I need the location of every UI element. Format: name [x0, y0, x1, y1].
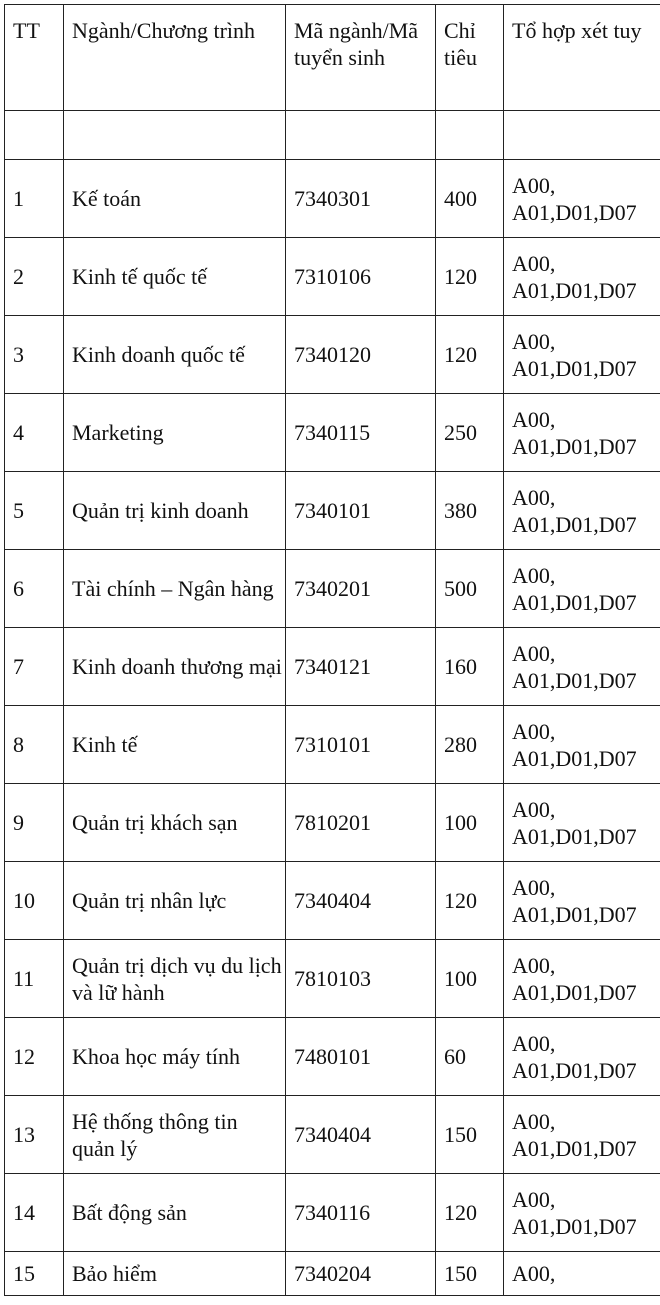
combo-cell [504, 1096, 660, 1174]
program-cell: Quản trị dịch vụ du lịch và lữ hành [64, 940, 286, 1018]
table-row [5, 940, 660, 1018]
program-cell: Quản trị kinh doanh [64, 472, 286, 550]
program-cell: Kinh doanh thương mại [64, 628, 286, 706]
combo-line: A01,D01,D07 [512, 355, 637, 381]
code-cell: 7310106 [286, 238, 436, 316]
table-row [5, 1018, 660, 1096]
combo-cell [504, 1018, 660, 1096]
code-cell: 7340201 [286, 550, 436, 628]
tt-cell: 3 [5, 316, 64, 394]
header-quota: Chỉ tiêu [436, 5, 504, 111]
tt-cell: 2 [5, 238, 64, 316]
combo-cell [504, 472, 660, 550]
table-row [5, 550, 660, 628]
tt-cell: 4 [5, 394, 64, 472]
quota-cell: 400 [436, 160, 504, 238]
combo-line: A00, [512, 172, 556, 198]
quota-cell: 100 [436, 784, 504, 862]
code-cell: 7480101 [286, 1018, 436, 1096]
quota-cell: 150 [436, 1096, 504, 1174]
combo-line: A00, [512, 1108, 556, 1134]
table-row [5, 472, 660, 550]
tt-cell: 5 [5, 472, 64, 550]
tt-cell: 10 [5, 862, 64, 940]
combo-cell [504, 784, 660, 862]
quota-cell: 120 [436, 1174, 504, 1252]
program-cell: Kế toán [64, 160, 286, 238]
program-cell: Kinh doanh quốc tế [64, 316, 286, 394]
quota-cell: 250 [436, 394, 504, 472]
combo-cell [504, 1174, 660, 1252]
empty-cell [64, 111, 286, 160]
combo-line: A00, [512, 406, 556, 432]
tt-cell: 11 [5, 940, 64, 1018]
header-program: Ngành/Chương trình [64, 5, 286, 111]
code-cell: 7340120 [286, 316, 436, 394]
combo-line: A00, [512, 874, 556, 900]
code-cell: 7340115 [286, 394, 436, 472]
admissions-table [4, 4, 660, 1296]
program-cell: Kinh tế quốc tế [64, 238, 286, 316]
combo-line: A00, [512, 640, 556, 666]
combo-line: A01,D01,D07 [512, 511, 637, 537]
empty-cell [286, 111, 436, 160]
combo-cell [504, 628, 660, 706]
tt-cell: 9 [5, 784, 64, 862]
table-row [5, 394, 660, 472]
combo-cell [504, 550, 660, 628]
combo-line: A01,D01,D07 [512, 433, 637, 459]
combo-cell [504, 862, 660, 940]
combo-cell [504, 316, 660, 394]
combo-line: A00, [512, 952, 556, 978]
quota-cell: 150 [436, 1252, 504, 1296]
combo-line: A00, [512, 796, 556, 822]
tt-cell: 1 [5, 160, 64, 238]
combo-line: A01,D01,D07 [512, 199, 637, 225]
combo-line: A01,D01,D07 [512, 1057, 637, 1083]
combo-line: A00, [512, 328, 556, 354]
empty-cell [504, 111, 660, 160]
code-cell: 7340121 [286, 628, 436, 706]
table-row [5, 706, 660, 784]
table-row [5, 316, 660, 394]
tt-cell: 12 [5, 1018, 64, 1096]
tt-cell: 7 [5, 628, 64, 706]
quota-cell: 160 [436, 628, 504, 706]
tt-cell: 6 [5, 550, 64, 628]
program-cell: Khoa học máy tính [64, 1018, 286, 1096]
quota-cell: 100 [436, 940, 504, 1018]
combo-line: A00, [512, 1030, 556, 1056]
combo-line: A01,D01,D07 [512, 1135, 637, 1161]
program-cell: Quản trị nhân lực [64, 862, 286, 940]
tt-cell: 8 [5, 706, 64, 784]
quota-cell: 60 [436, 1018, 504, 1096]
table-row [5, 238, 660, 316]
empty-row [5, 111, 660, 160]
program-cell: Bất động sản [64, 1174, 286, 1252]
header-tt: TT [5, 5, 64, 111]
combo-cell [504, 394, 660, 472]
code-cell: 7810103 [286, 940, 436, 1018]
program-cell: Marketing [64, 394, 286, 472]
combo-cell [504, 1252, 660, 1296]
empty-cell [5, 111, 64, 160]
quota-cell: 120 [436, 316, 504, 394]
header-row [5, 5, 660, 111]
combo-cell [504, 160, 660, 238]
header-code: Mã ngành/Mã tuyển sinh [286, 5, 436, 111]
quota-cell: 120 [436, 238, 504, 316]
table-row [5, 862, 660, 940]
combo-line: A00, [512, 1261, 556, 1286]
program-cell: Hệ thống thông tin quản lý [64, 1096, 286, 1174]
code-cell: 7340404 [286, 1096, 436, 1174]
combo-line: A00, [512, 484, 556, 510]
table-row [5, 628, 660, 706]
quota-cell: 120 [436, 862, 504, 940]
table-row [5, 1252, 660, 1296]
combo-line: A01,D01,D07 [512, 277, 637, 303]
table-row [5, 1174, 660, 1252]
combo-line: A00, [512, 718, 556, 744]
table-row [5, 1096, 660, 1174]
quota-cell: 280 [436, 706, 504, 784]
combo-cell [504, 940, 660, 1018]
combo-line: A01,D01,D07 [512, 979, 637, 1005]
tt-cell: 15 [5, 1252, 64, 1296]
code-cell: 7340301 [286, 160, 436, 238]
code-cell: 7340116 [286, 1174, 436, 1252]
program-cell: Bảo hiểm [64, 1252, 286, 1296]
quota-cell: 380 [436, 472, 504, 550]
combo-cell [504, 238, 660, 316]
code-cell: 7340404 [286, 862, 436, 940]
combo-line: A01,D01,D07 [512, 901, 637, 927]
code-cell: 7340204 [286, 1252, 436, 1296]
program-cell: Kinh tế [64, 706, 286, 784]
code-cell: 7340101 [286, 472, 436, 550]
combo-line: A00, [512, 562, 556, 588]
quota-cell: 500 [436, 550, 504, 628]
combo-line: A01,D01,D07 [512, 1213, 637, 1239]
combo-line: A01,D01,D07 [512, 745, 637, 771]
empty-cell [436, 111, 504, 160]
combo-line: A00, [512, 1186, 556, 1212]
combo-line: A01,D01,D07 [512, 589, 637, 615]
tt-cell: 14 [5, 1174, 64, 1252]
combo-line: A01,D01,D07 [512, 823, 637, 849]
program-cell: Quản trị khách sạn [64, 784, 286, 862]
header-combo: Tổ hợp xét tuy [504, 5, 660, 111]
combo-line: A00, [512, 250, 556, 276]
table-row [5, 160, 660, 238]
program-cell: Tài chính – Ngân hàng [64, 550, 286, 628]
code-cell: 7810201 [286, 784, 436, 862]
table-row [5, 784, 660, 862]
code-cell: 7310101 [286, 706, 436, 784]
combo-line: A01,D01,D07 [512, 667, 637, 693]
tt-cell: 13 [5, 1096, 64, 1174]
combo-cell [504, 706, 660, 784]
